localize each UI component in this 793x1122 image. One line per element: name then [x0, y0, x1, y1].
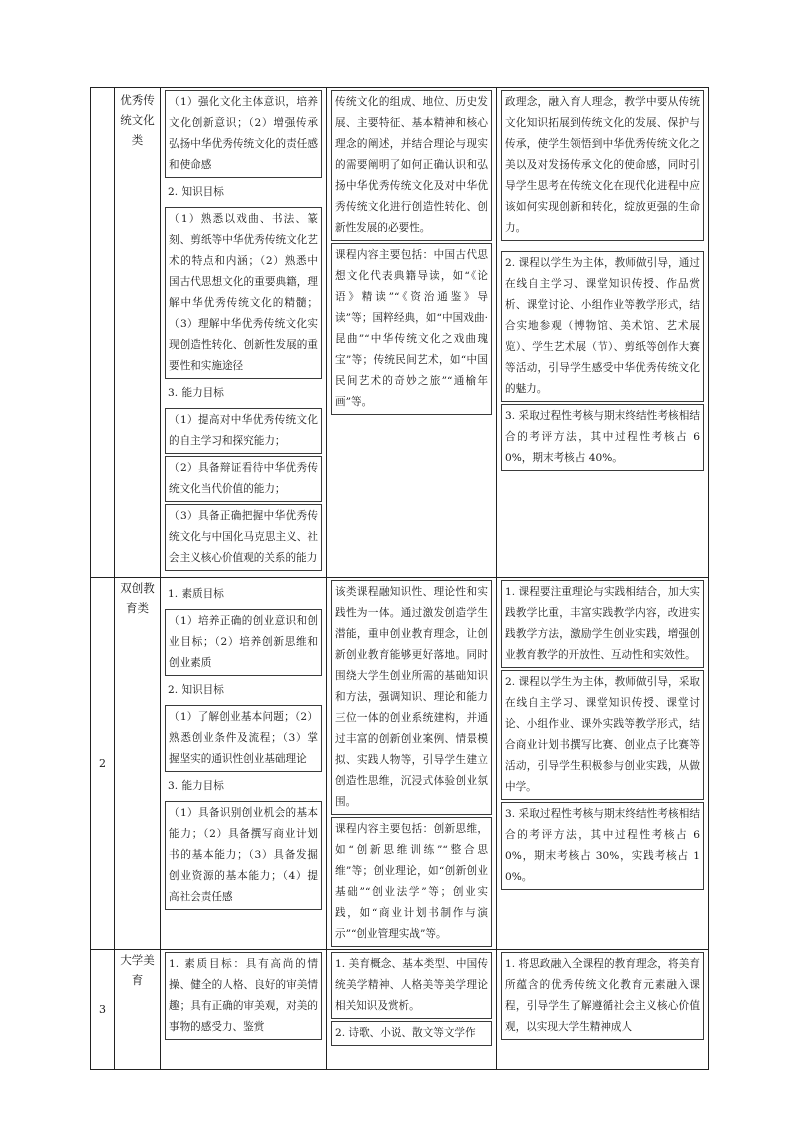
objective-heading: 2. 知识目标 — [168, 684, 224, 696]
requirements-cell — [497, 578, 709, 950]
objective-item: 1. 素质目标：具有高尚的情操、健全的人格、良好的审美情趣；具有正确的审美观，对美的事物的感受力、鉴赏 — [165, 952, 322, 1040]
objective-item: （2）具备辩证看待中华优秀传统文化当代价值的能力； — [165, 456, 322, 502]
objective-item: （1）提高对中华优秀传统文化的自主学习和探究能力； — [165, 408, 322, 454]
content-cell — [327, 88, 497, 578]
curriculum-table — [90, 87, 709, 1070]
requirement-item: 1. 将思政融入全课程的教育理念，将美育所蕴含的优秀传统文化教育元素融入课程，引导学生了解遵循社会主义核心价值观，以实现大学生精神成人 — [501, 952, 704, 1040]
content-paragraph: 2. 诗歌、小说、散文等文学作 — [331, 1021, 492, 1046]
objective-item: （3）具备正确把握中华优秀传统文化与中国化马克思主义、社会主义核心价值观的关系的能力 — [165, 504, 322, 571]
content-paragraph: 1. 美育概念、基本类型、中国传统美学精神、人格美等美学理论相关知识及赏析。 — [331, 952, 492, 1019]
row-number: 3 — [91, 950, 115, 1070]
requirement-item: 政理念，融入育人理念，教学中要从传统文化知识拓展到传统文化的发展、保护与传承，使学生领悟到中华优秀传统文化之美以及对发扬传承文化的使命感，同时引导学生思考在传统文化在现代化进程中应该如何实现创新和转化，绽放更强的生命力。 — [501, 90, 704, 241]
content-cell — [327, 950, 497, 1070]
objective-item: （1）了解创业基本问题；（2）熟悉创业条件及流程；（3）掌握坚实的通识性创业基础理论 — [165, 705, 322, 772]
row-number: 2 — [91, 578, 115, 950]
objective-heading: 2. 知识目标 — [168, 186, 224, 198]
objectives-cell — [161, 88, 327, 578]
row-number — [91, 88, 115, 578]
row-category: 优秀传统文化类 — [115, 88, 161, 578]
requirement-item: 1. 课程要注重理论与实践相结合，加大实践教学比重，丰富实践教学内容，改进实践教学方法，激励学生创业实践，增强创业教育教学的开放性、互动性和实效性。 — [501, 580, 704, 668]
objective-item: （1）熟悉以戏曲、书法、篆刻、剪纸等中华优秀传统文化艺术的特点和内涵；（2）熟悉中国古代思想文化的重要典籍，理解中华优秀传统文化的精髓；（3）理解中华优秀传统文化实现创造性转化、创新性发展的重要性和实施途径 — [165, 207, 322, 379]
content-paragraph: 课程内容主要包括：创新思维，如“创新思维训练”“整合思维”等；创业理论，如“创新创业基础”“创业法学”等；创业实践，如“商业计划书制作与演示”“创业管理实战”等。 — [331, 817, 492, 947]
content-paragraph: 该类课程融知识性、理论性和实践性为一体。通过激发创造学生潜能，重申创业教育理念，让创新创业教育能够更好落地。同时围绕大学生创业所需的基础知识和方法，强调知识、理论和能力三位一体的创业系统建构，并通过丰富的创新创业案例、情景模拟、实践人物等，引导学生建立创造性思维，沉浸式体验创业氛围。 — [331, 580, 492, 815]
requirement-item: 2. 课程以学生为主体，教师做引导，通过在线自主学习、课堂知识传授、作品赏析、课堂讨论、小组作业等教学形式，结合实地参观（博物馆、美术馆、艺术展览）、学生艺术展（节）、剪纸等创作大赛等活动，引导学生感受中华优秀传统文化的魅力。 — [501, 251, 704, 402]
requirements-cell — [497, 950, 709, 1070]
requirement-item: 3. 采取过程性考核与期末终结性考核相结合的考评方法，其中过程性考核占 60%，期末考核占 30%，实践考核占 10%。 — [501, 802, 704, 890]
table-row — [91, 950, 709, 1070]
objective-heading: 3. 能力目标 — [168, 780, 224, 792]
row-category: 双创教育类 — [115, 578, 161, 950]
requirements-cell — [497, 88, 709, 578]
requirement-item: 3. 采取过程性考核与期末终结性考核相结合的考评方法，其中过程性考核占 60%，期末考核占 40%。 — [501, 404, 704, 471]
objectives-cell — [161, 950, 327, 1070]
content-cell — [327, 578, 497, 950]
objective-item: （1）强化文化主体意识，培养文化创新意识；（2）增强传承弘扬中华优秀传统文化的责任感和使命感 — [165, 90, 322, 178]
objective-heading: 1. 素质目标 — [168, 588, 224, 600]
objective-heading: 3. 能力目标 — [168, 387, 224, 399]
table-row — [91, 578, 709, 950]
table-row — [91, 88, 709, 578]
objective-item: （1）具备识别创业机会的基本能力；（2）具备撰写商业计划书的基本能力；（3）具备发掘创业资源的基本能力；（4）提高社会责任感 — [165, 801, 322, 910]
content-paragraph: 传统文化的组成、地位、历史发展、主要特征、基本精神和核心理念的阐述，并结合理论与现实的需要阐明了如何正确认识和弘扬中华优秀传统文化及对中华优秀传统文化进行创造性转化、创新性发展的必要性。 — [331, 90, 492, 241]
objectives-cell — [161, 578, 327, 950]
content-paragraph: 课程内容主要包括：中国古代思想文化代表典籍导读，如“《论语》精读”“《资治通鉴》导读”等；国粹经典，如“中国戏曲·昆曲”“中华传统文化之戏曲瑰宝”等；传统民间艺术，如“中国民间艺术的奇妙之旅”“通榆年画”等。 — [331, 243, 492, 415]
objective-item: （1）培养正确的创业意识和创业目标；（2）培养创新思维和创业素质 — [165, 609, 322, 676]
row-category: 大学美育 — [115, 950, 161, 1070]
requirement-item: 2. 课程以学生为主体，教师做引导，采取在线自主学习、课堂知识传授、课堂讨论、小组作业、课外实践等教学形式，结合商业计划书撰写比赛、创业点子比赛等活动，引导学生积极参与创业实践，从做中学。 — [501, 670, 704, 800]
